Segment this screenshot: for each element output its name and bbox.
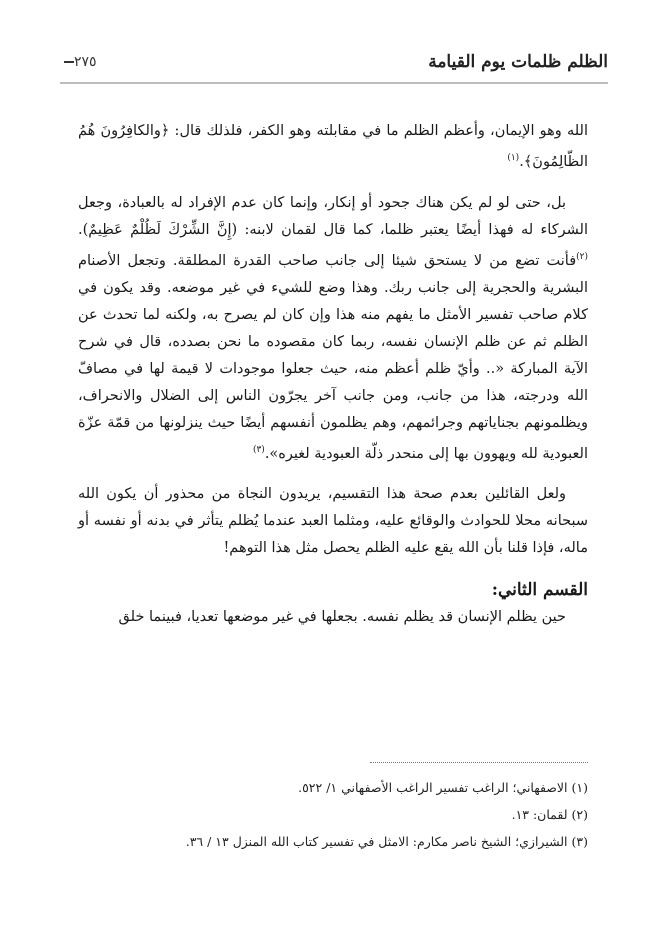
footnote-separator (370, 762, 588, 763)
footnotes (78, 774, 588, 855)
main-text (78, 118, 588, 631)
footnote-marker-2: (٢) (576, 251, 588, 262)
section-heading: القسم الثاني: (491, 580, 588, 601)
paragraph-2-continued: فأنت تضع من لا يستحق شيئا إلى جانب صاحب القدرة المطلقة. وتجعل الأصنام البشرية والحجرية إلى جانب ربك. وهذا وضع للشيء في غير موضعه. وقد يكون في كلام صاحب تفسير الأمثل ما يفهم منه هذا وإن كان لم يصرح به، ولكنه لما تحدث عن الظلم ثم عن ظلم الإنسان نفسه، ربما كان مقصوده ما نحن بصدده، قال في شرح الآية المباركة «.. وأيّ ظلم أعظم منه، حيث جعلوا موجودات لا قيمة لها في مصافّ الله ودرجته، هذا من جانب، ومن جانب آخر يجرّون الناس إلى الضلال والانحراف، ويظلمونهم بجناياتهم وجرائمهم، وهم يظلمون أنفسهم أيضًا حيث ينزلونها من قمّة عزّة العبودية لله ويهوون بها إلى منحدر ذلّة العبودية لغيره». (78, 252, 588, 462)
page-number-value: ٢٧٥ (74, 54, 97, 70)
page-number-dash (64, 61, 74, 63)
footnote-1: (١) الاصفهاني؛ الراغب تفسير الراغب الأصفهاني ١/ ٥٢٢. (298, 780, 588, 795)
footnote-marker-3: (٣) (252, 444, 265, 455)
paragraph-2-text: بل، حتى لو لم يكن هناك جحود أو إنكار، وإنما كان عدم الإفراد له بالعبادة، وجعل الشركاء له فهذا أيضًا يعتبر ظلما، كما قال لقمان لابنه: (إِنَّ الشِّرْكَ لَظُلْمٌ عَظِيمٌ). (78, 194, 588, 238)
footnote-marker-1: (١) (507, 153, 520, 163)
footnote-2: (٢) لقمان: ١٣. (511, 807, 588, 822)
paragraph-1-text: الله وهو الإيمان، وأعظم الظلم ما في مقابلته وهو الكفر، فلذلك قال: ﴿والكافِرُونَ هُمُ الظّالِمُونَ﴾. (78, 123, 588, 170)
page-header (60, 52, 608, 84)
page-number (60, 54, 97, 70)
paragraph-1 (78, 118, 588, 176)
footnote-3: (٣) الشيرازي؛ الشيخ ناصر مكارم: الامثل في تفسير كتاب الله المنزل ١٣ / ٣٦. (185, 834, 588, 849)
paragraph-3: ولعل القائلين بعدم صحة هذا التقسيم، يريدون النجاة من محذور أن يكون الله سبحانه محلا للحوادث والوقائع عليه، ومثلما العبد عندما يُظلم يتأثر في بدنه أو نفسه أو ماله، فإذا قلنا بأن الله يقع عليه الظلم يحصل مثل هذا التوهم! (78, 486, 588, 557)
paragraph-2 (78, 190, 588, 468)
running-title: الظلم ظلمات يوم القيامة (428, 52, 608, 72)
section-text: حين يظلم الإنسان قد يظلم نفسه. بجعلها في غير موضعها تعديا، فبينما خلق (118, 609, 566, 626)
